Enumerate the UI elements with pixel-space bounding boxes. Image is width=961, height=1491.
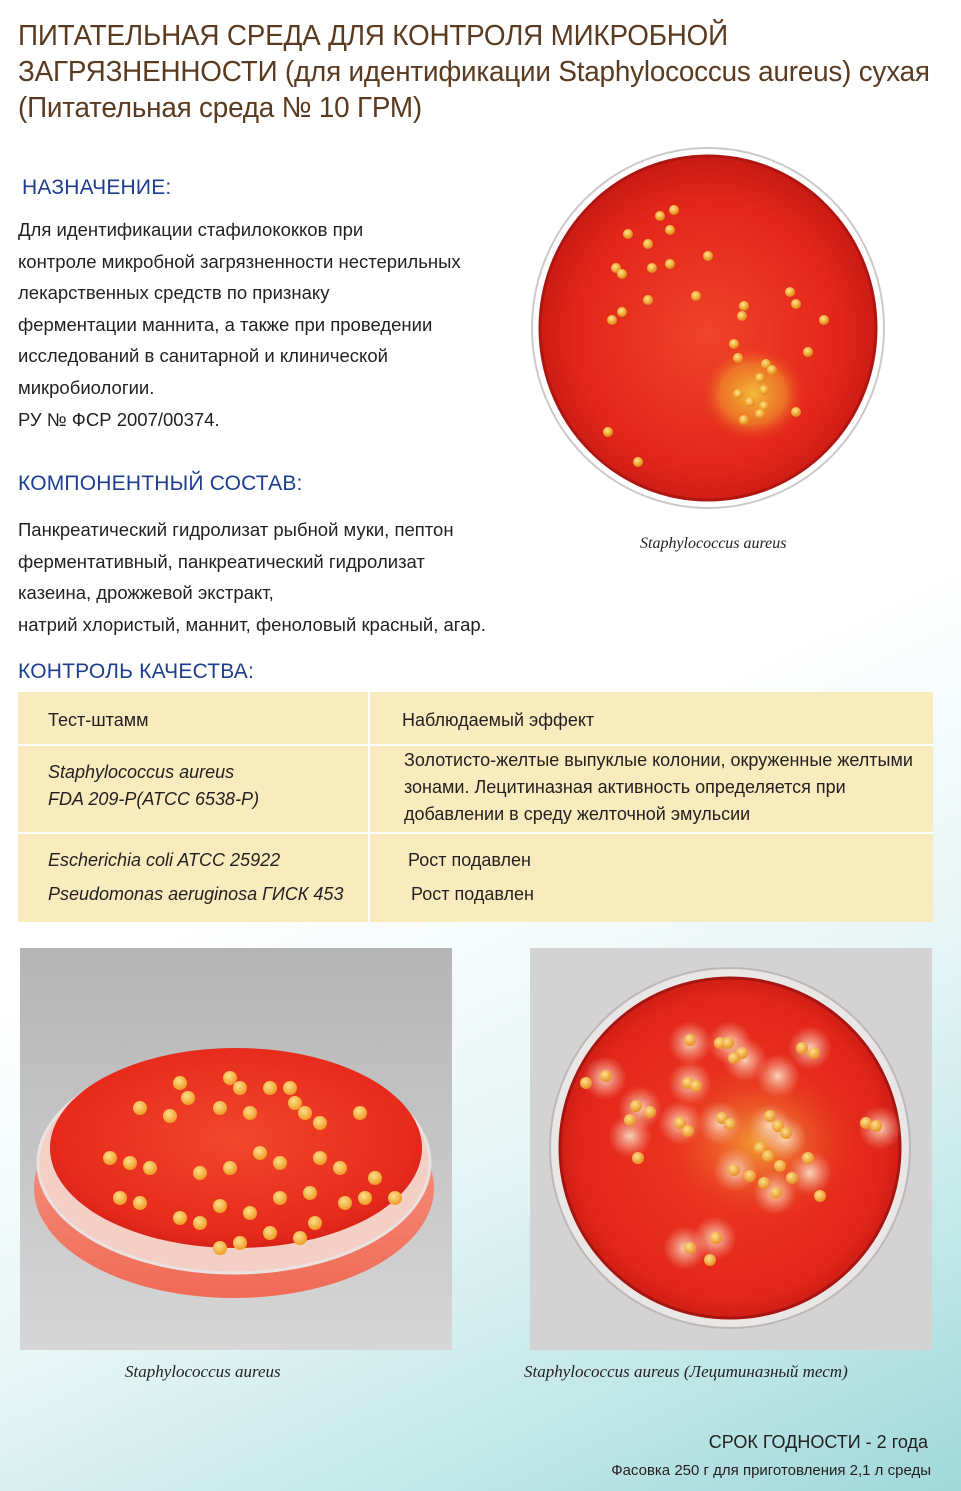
colony <box>243 1206 257 1220</box>
colony <box>193 1166 207 1180</box>
purpose-line: исследований в санитарной и клинической <box>18 345 388 367</box>
colony <box>163 1109 177 1123</box>
colony <box>870 1120 882 1132</box>
colony <box>755 409 765 419</box>
table-header-effect: Наблюдаемый эффект <box>402 710 595 730</box>
colony <box>762 1150 774 1162</box>
colony <box>745 397 755 407</box>
colony <box>617 307 627 317</box>
colony <box>739 415 749 425</box>
caption-top-photo: Staphylococcus aureus <box>640 535 787 552</box>
effect-line: Золотисто-желтые выпуклые колонии, окруженные желтыми <box>404 750 913 770</box>
table-header-strain: Тест-штамм <box>48 710 149 730</box>
colony <box>739 301 749 311</box>
colony <box>388 1191 402 1205</box>
colony <box>796 1042 808 1054</box>
colony <box>722 1037 734 1049</box>
purpose-text <box>18 214 461 435</box>
colony <box>223 1071 237 1085</box>
colony <box>173 1076 187 1090</box>
colony <box>733 353 743 363</box>
colony <box>253 1146 267 1160</box>
colony <box>791 299 801 309</box>
effect-line: добавлении в среду желточной эмульсии <box>404 804 751 824</box>
colony <box>786 1172 798 1184</box>
colony <box>181 1091 195 1105</box>
colony <box>630 1100 642 1112</box>
colony <box>690 1080 702 1092</box>
shelf-life: СРОК ГОДНОСТИ - 2 года <box>708 1432 928 1452</box>
colony <box>624 1114 636 1126</box>
colony <box>808 1047 820 1059</box>
effect-line: зонами. Лецитиназная активность определяется при <box>404 777 846 797</box>
colony <box>123 1156 137 1170</box>
colony <box>767 365 777 375</box>
composition-line: ферментативный, панкреатический гидролизат <box>18 550 425 572</box>
colony <box>308 1216 322 1230</box>
colony <box>313 1151 327 1165</box>
caption-bottom-right-photo: Staphylococcus aureus (Лецитиназный тест) <box>524 1362 848 1381</box>
composition-text <box>18 514 486 640</box>
colony <box>213 1241 227 1255</box>
table-cell-strain: Pseudomonas aeruginosa ГИСК 453 <box>48 884 344 904</box>
colony <box>600 1070 612 1082</box>
composition-line: Панкреатический гидролизат рыбной муки, пептон <box>18 519 454 540</box>
petri-dish-photo-top <box>528 144 888 514</box>
colony <box>243 1106 257 1120</box>
colony <box>143 1161 157 1175</box>
colony <box>607 315 617 325</box>
colony <box>684 1034 696 1046</box>
colony <box>814 1190 826 1202</box>
purpose-line: микробиологии. <box>18 376 155 398</box>
colony <box>759 385 769 395</box>
colony <box>802 1152 814 1164</box>
colony <box>233 1081 247 1095</box>
colony <box>665 259 675 269</box>
colony <box>173 1211 187 1225</box>
strain-code: FDA 209-P(ATCC 6538-P) <box>48 789 260 809</box>
table-cell-strain <box>48 759 259 813</box>
lecithinase-halo <box>756 1054 800 1098</box>
colony <box>755 373 765 383</box>
purpose-line: ферментации маннита, а также при проведении <box>18 313 433 335</box>
colony <box>728 1052 740 1064</box>
colony <box>133 1196 147 1210</box>
composition-line: натрий хлористый, маннит, феноловый красный, агар. <box>18 613 486 635</box>
title-line-1: ПИТАТЕЛЬНАЯ СРЕДА ДЛЯ КОНТРОЛЯ МИКРОБНОЙ <box>18 20 728 52</box>
colony <box>193 1216 207 1230</box>
quality-control-heading: КОНТРОЛЬ КАЧЕСТВА: <box>18 660 255 683</box>
colony <box>655 211 665 221</box>
colony <box>758 1177 770 1189</box>
colony <box>303 1186 317 1200</box>
colony <box>682 1125 694 1137</box>
colony <box>643 295 653 305</box>
colony <box>623 229 633 239</box>
quality-control-table <box>18 692 933 922</box>
colony <box>133 1101 147 1115</box>
colony <box>728 1164 740 1176</box>
colony <box>632 1152 644 1164</box>
strain-name: Staphylococcus aureus <box>48 762 235 782</box>
colony <box>213 1199 227 1213</box>
colony <box>691 291 701 301</box>
table-row-divider <box>18 832 933 834</box>
petri-dish-photo-lecithinase <box>530 948 932 1350</box>
composition-line: казеина, дрожжевой экстракт, <box>18 582 274 604</box>
colony <box>774 1160 786 1172</box>
colony <box>263 1081 277 1095</box>
colony <box>288 1096 302 1110</box>
title-line-2: ЗАГРЯЗНЕННОСТИ (для идентификации Staphylococcus aureus) сухая <box>18 56 930 88</box>
colony <box>669 205 679 215</box>
colony <box>703 251 713 261</box>
colony <box>733 389 743 399</box>
colony <box>643 239 653 249</box>
colony <box>710 1232 722 1244</box>
colony <box>684 1242 696 1254</box>
colony <box>737 311 747 321</box>
colony <box>647 263 657 273</box>
composition-heading: КОМПОНЕНТНЫЙ СОСТАВ: <box>18 472 303 495</box>
colony <box>644 1106 656 1118</box>
colony <box>368 1171 382 1185</box>
colony <box>617 269 627 279</box>
table-cell-strain: Escherichia coli ATCC 25922 <box>48 850 281 870</box>
colony <box>333 1161 347 1175</box>
colony <box>263 1226 277 1240</box>
colony <box>223 1161 237 1175</box>
colony <box>764 1110 776 1122</box>
colony <box>819 315 829 325</box>
colony <box>729 339 739 349</box>
petri-dish-photo-angled <box>20 948 452 1350</box>
colony <box>213 1101 227 1115</box>
table-column-divider <box>368 692 370 922</box>
title-line-3: (Питательная среда № 10 ГРМ) <box>18 92 423 124</box>
colony <box>273 1191 287 1205</box>
colony <box>665 225 675 235</box>
colony <box>791 407 801 417</box>
purpose-line: Для идентификации стафилококков при <box>18 219 364 240</box>
colony <box>744 1170 756 1182</box>
colony <box>780 1127 792 1139</box>
colony <box>785 287 795 297</box>
purpose-heading: НАЗНАЧЕНИЕ: <box>22 176 172 199</box>
colony <box>283 1081 297 1095</box>
purpose-line: контроле микробной загрязненности нестерильных <box>18 250 461 272</box>
colony <box>298 1106 312 1120</box>
colony <box>313 1116 327 1130</box>
colony <box>113 1191 127 1205</box>
colony <box>358 1191 372 1205</box>
colony <box>704 1254 716 1266</box>
table-row-divider <box>18 744 933 746</box>
table-cell-effect <box>404 747 913 828</box>
table-cell-effect: Рост подавлен <box>408 850 531 870</box>
colony <box>273 1156 287 1170</box>
colony <box>233 1236 247 1250</box>
purpose-line: лекарственных средств по признаку <box>18 282 330 304</box>
colony <box>603 427 613 437</box>
colony <box>293 1231 307 1245</box>
colony <box>338 1196 352 1210</box>
colony <box>580 1077 592 1089</box>
packaging-info: Фасовка 250 г для приготовления 2,1 л среды <box>611 1462 931 1479</box>
table-cell-effect: Рост подавлен <box>411 884 534 904</box>
colony <box>353 1106 367 1120</box>
caption-bottom-left-photo: Staphylococcus aureus <box>125 1362 281 1381</box>
purpose-line: РУ № ФСР 2007/00374. <box>18 408 220 430</box>
colony <box>724 1118 736 1130</box>
page-title <box>18 18 930 126</box>
colony <box>633 457 643 467</box>
colony <box>770 1187 782 1199</box>
colony <box>103 1151 117 1165</box>
colony <box>803 347 813 357</box>
